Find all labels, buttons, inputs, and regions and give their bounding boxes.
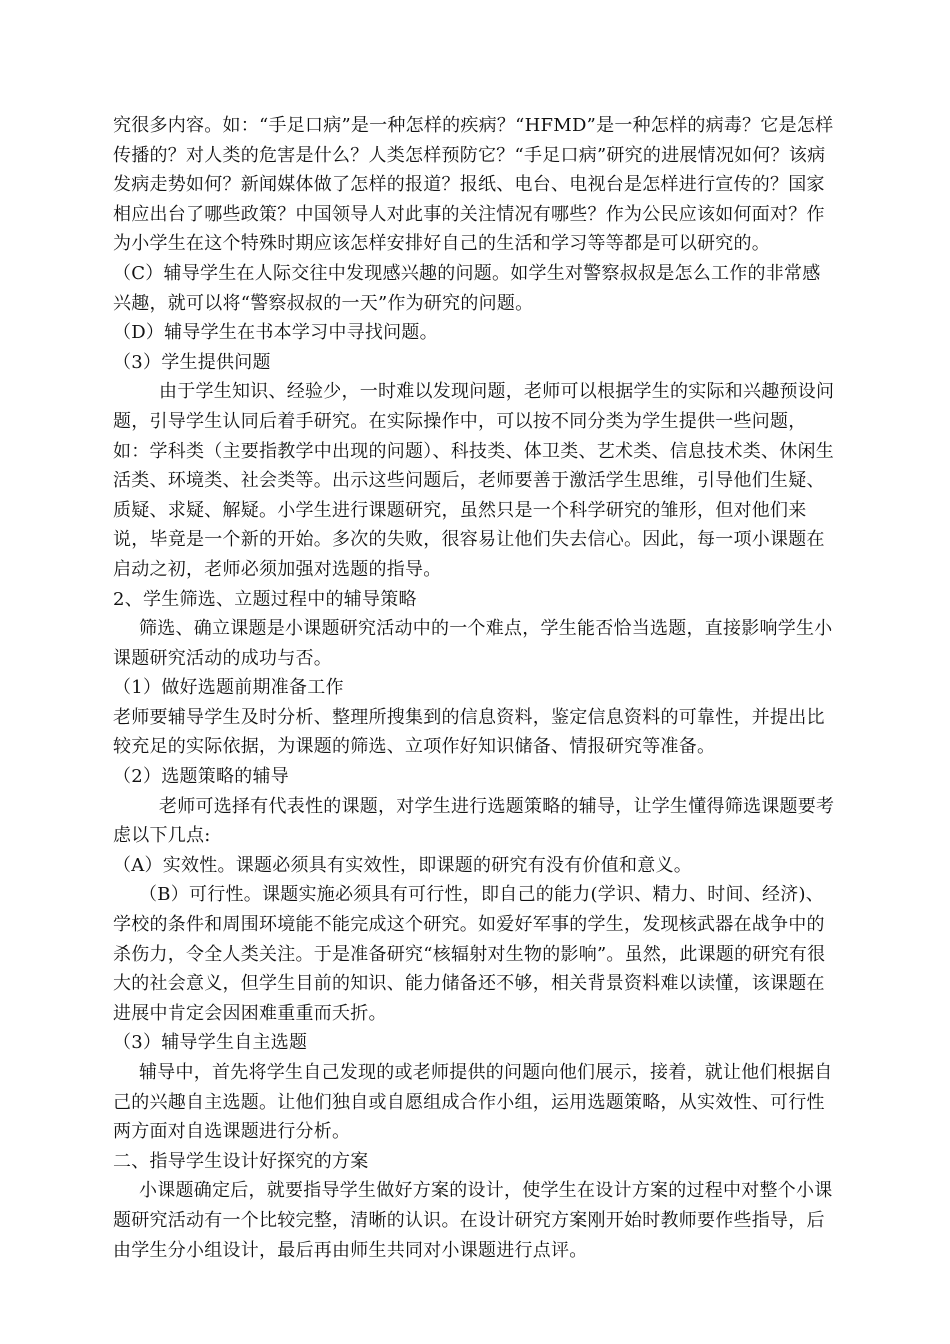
paragraph-strategy-guidance: 老师可选择有代表性的课题，对学生进行选题策略的辅导，让学生懂得筛选课题要考虑以下几点:	[113, 795, 835, 847]
paragraph-provide-problems: 由于学生知识、经验少，一时难以发现问题，老师可以根据学生的实际和兴趣预设问题，引导学生认同后着手研究。在实际操作中，可以按不同分类为学生提供一些问题，如：学科类（主要指教学中出现的问题）、科技类、体卫类、艺术类、信息技术类、休闲生活类、环境类、社会类等。出示这些问题后，老师要善于激活学生思维，引导他们生疑、质疑、求疑、解疑。小学生进行课题研究，虽然只是一个科学研究的雏形，但对他们来说，毕竟是一个新的开始。多次的失败，很容易让他们失去信心。因此，每一项小课题在启动之初，老师必须加强对选题的指导。	[113, 381, 835, 580]
paragraph-design-plan: 小课题确定后，就要指导学生做好方案的设计，使学生在设计方案的过程中对整个小课题研究活动有一个比较完整，清晰的认识。在设计研究方案刚开始时教师要作些指导，后由学生分小组设计，最后再由师生共同对小课题进行点评。	[113, 1180, 833, 1261]
heading-3-student-provide: （3）学生提供问题	[113, 351, 271, 373]
heading-1-preparation: （1）做好选题前期准备工作	[113, 677, 344, 699]
heading-2-strategy-guidance: （2）选题策略的辅导	[113, 766, 289, 788]
paragraph-screening-difficulty: 筛选、确立课题是小课题研究活动中的一个难点，学生能否恰当选题，直接影响学生小课题研究活动的成功与否。	[113, 618, 833, 669]
item-a-effectiveness: （A）实效性。课题必须具有实效性，即课题的研究有没有价值和意义。	[113, 854, 692, 876]
heading-3-self-selection: （3）辅导学生自主选题	[113, 1032, 308, 1054]
heading-2-screening-strategy: 2、学生筛选、立题过程中的辅导策略	[113, 588, 417, 610]
item-c-interpersonal: （C）辅导学生在人际交往中发现感兴趣的问题。如学生对警察叔叔是怎么工作的非常感兴趣，就可以将“警察叔叔的一天”作为研究的问题。	[113, 262, 821, 314]
paragraph-continued-research-content: 究很多内容。如：“手足口病”是一种怎样的疾病？“HFMD”是一种怎样的病毒？它是怎样传播的？对人类的危害是什么？人类怎样预防它？“手足口病”研究的进展情况如何？该病发病走势如何？新闻媒体做了怎样的报道？报纸、电台、电视台是怎样进行宣传的？国家相应出台了哪些政策？中国领导人对此事的关注情况有哪些？作为公民应该如何面对？作为小学生在这个特殊时期应该怎样安排好自己的生活和学习等等都是可以研究的。	[113, 115, 834, 255]
item-d-book-learning: （D）辅导学生在书本学习中寻找问题。	[113, 322, 438, 344]
document-page	[113, 111, 835, 1265]
paragraph-preparation: 老师要辅导学生及时分析、整理所搜集到的信息资料，鉴定信息资料的可靠性，并提出比较充足的实际依据，为课题的筛选、立项作好知识储备、情报研究等准备。	[113, 706, 825, 758]
paragraph-self-selection: 辅导中，首先将学生自己发现的或老师提供的问题向他们展示，接着，就让他们根据自己的兴趣自主选题。让他们独自或自愿组成合作小组，运用选题策略，从实效性、可行性两方面对自选课题进行分析。	[113, 1062, 833, 1143]
heading-section-two-design: 二、指导学生设计好探究的方案	[113, 1150, 369, 1172]
item-b-feasibility: （B）可行性。课题实施必须具有可行性，即自己的能力(学识、精力、时间、经济)、学校的条件和周围环境能不能完成这个研究。如爱好军事的学生，发现核武器在战争中的杀伤力，令全人类关注。于是准备研究“核辐射对生物的影响”。虽然，此课题的研究有很大的社会意义，但学生目前的知识、能力储备还不够，相关背景资料难以读懂，该课题在进展中肯定会因困难重重而夭折。	[113, 884, 826, 1024]
